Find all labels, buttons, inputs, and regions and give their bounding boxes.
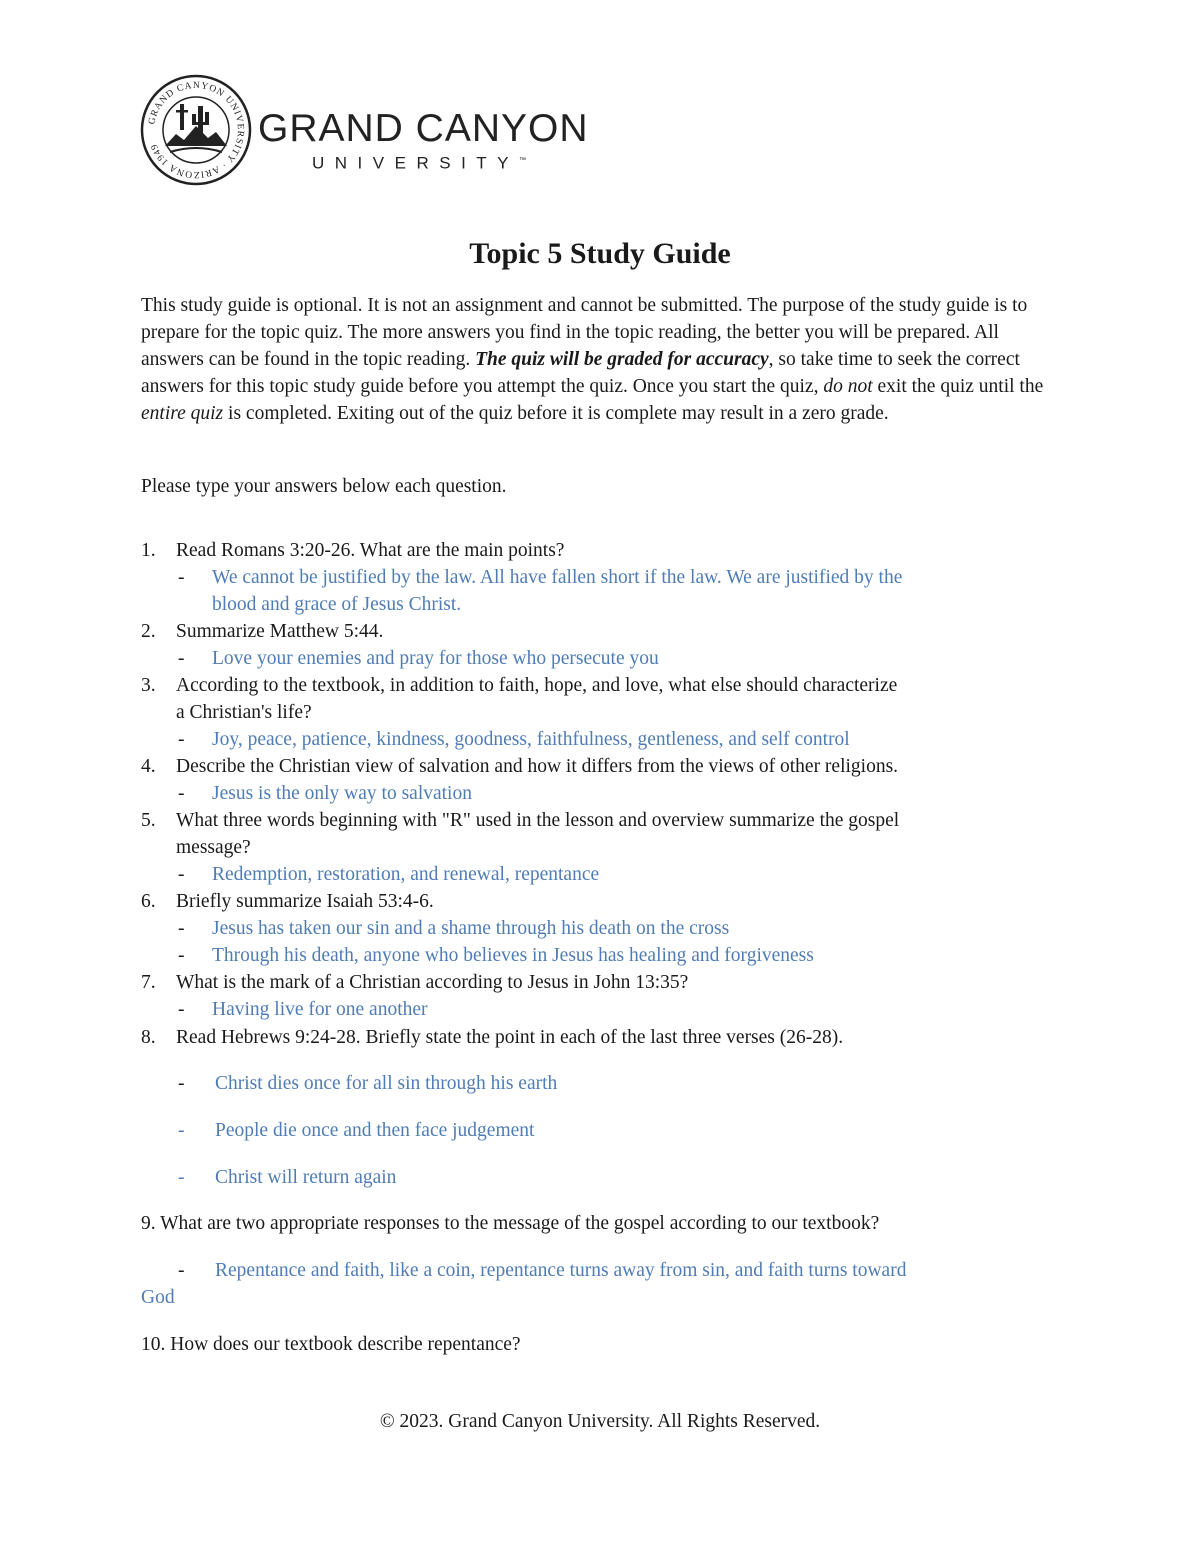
bullet-dash: - <box>178 1120 185 1141</box>
question-number: 2. <box>141 621 156 642</box>
wordmark-line2 <box>312 150 589 175</box>
answer-text: Christ will return again <box>215 1167 397 1188</box>
bullet-dash: - <box>178 1073 185 1094</box>
bullet-dash: - <box>178 999 185 1020</box>
intro-emphasis-entire-quiz: entire quiz <box>141 403 224 424</box>
bullet-dash: - <box>178 648 185 669</box>
question-10: 10. How does our textbook describe repentance? <box>141 1334 521 1355</box>
answer-text: We cannot be justified by the law. All have fallen short if the law. We are justified by the <box>212 567 903 588</box>
question-text: Read Hebrews 9:24-28. Briefly state the point in each of the last three verses (26-28). <box>176 1027 844 1048</box>
copyright-footer: © 2023. Grand Canyon University. All Rights Reserved. <box>379 1411 821 1432</box>
answer-text: Jesus is the only way to salvation <box>212 783 472 804</box>
trademark-symbol: ™ <box>519 157 527 164</box>
question-text: What is the mark of a Christian according to Jesus in John 13:35? <box>176 972 689 993</box>
bullet-dash: - <box>178 567 185 588</box>
intro-text-1: This study guide is optional. It is not an assignment and cannot be submitted. The purpose of the study guide is to prepare for the topic quiz. The more answers you find in the topic reading, the better you will be prepared. All answers can be found in the topic reading. <box>141 295 1028 370</box>
answer-text: Joy, peace, patience, kindness, goodness, faithfulness, gentleness, and self control <box>212 729 850 750</box>
svg-text:GRAND CANYON UNIVERSITY · ARIZ: GRAND CANYON UNIVERSITY · ARIZONA 1949 <box>147 80 246 180</box>
question-text: Read Romans 3:20-26. What are the main points? <box>176 540 565 561</box>
answer-text: blood and grace of Jesus Christ. <box>212 594 462 615</box>
answer-text: Redemption, restoration, and renewal, repentance <box>212 864 600 885</box>
university-seal-icon <box>140 74 252 186</box>
answer-text: Jesus has taken our sin and a shame through his death on the cross <box>212 918 730 939</box>
question-number: 5. <box>141 810 156 831</box>
intro-text-3: exit the quiz until the <box>872 376 1044 397</box>
bullet-dash: - <box>178 945 185 966</box>
question-text: According to the textbook, in addition to faith, hope, and love, what else should characterize <box>176 675 898 696</box>
university-logo <box>140 74 620 190</box>
question-number: 8. <box>141 1027 156 1048</box>
question-text: Summarize Matthew 5:44. <box>176 621 384 642</box>
bullet-dash: - <box>178 783 185 804</box>
bullet-dash: - <box>178 729 185 750</box>
wordmark-university: UNIVERSITY <box>312 153 520 173</box>
answer-text: Through his death, anyone who believes in Jesus has healing and forgiveness <box>212 945 814 966</box>
question-number: 1. <box>141 540 156 561</box>
question-text: Briefly summarize Isaiah 53:4-6. <box>176 891 434 912</box>
question-text: message? <box>176 837 251 858</box>
question-text: a Christian's life? <box>176 702 312 723</box>
question-9: 9. What are two appropriate responses to the message of the gospel according to our textbook? <box>141 1213 880 1234</box>
bullet-dash: - <box>178 1260 185 1281</box>
bullet-dash: - <box>178 864 185 885</box>
intro-text-4: is completed. Exiting out of the quiz before it is complete may result in a zero grade. <box>223 403 889 424</box>
question-number: 3. <box>141 675 156 696</box>
answer-text: Christ dies once for all sin through his earth <box>215 1073 558 1094</box>
question-number: 7. <box>141 972 156 993</box>
wordmark-line1: GRAND CANYON <box>258 107 589 150</box>
intro-paragraph <box>141 292 1066 427</box>
intro-emphasis-do-not: do not <box>823 376 873 397</box>
instruction-text: Please type your answers below each question. <box>141 476 507 497</box>
answer-text: Love your enemies and pray for those who persecute you <box>212 648 659 669</box>
page-title: Topic 5 Study Guide <box>469 237 731 270</box>
university-wordmark <box>258 108 589 175</box>
answer-text: Repentance and faith, like a coin, repentance turns away from sin, and faith turns toward <box>215 1260 907 1281</box>
answer-text: People die once and then face judgement <box>215 1120 535 1141</box>
answer-text: Having live for one another <box>212 999 428 1020</box>
question-number: 4. <box>141 756 156 777</box>
question-text: Describe the Christian view of salvation and how it differs from the views of other religions. <box>176 756 899 777</box>
question-number: 6. <box>141 891 156 912</box>
answer-text: God <box>141 1287 175 1308</box>
bullet-dash: - <box>178 918 185 939</box>
question-text: What three words beginning with "R" used in the lesson and overview summarize the gospel <box>176 810 900 831</box>
intro-text-2: , so take time to seek the correct answers for this topic study guide before you attempt the quiz. Once you start the quiz, <box>141 349 1020 397</box>
bullet-dash: - <box>178 1167 185 1188</box>
intro-emphasis-accuracy: The quiz will be graded for accuracy <box>475 349 769 370</box>
